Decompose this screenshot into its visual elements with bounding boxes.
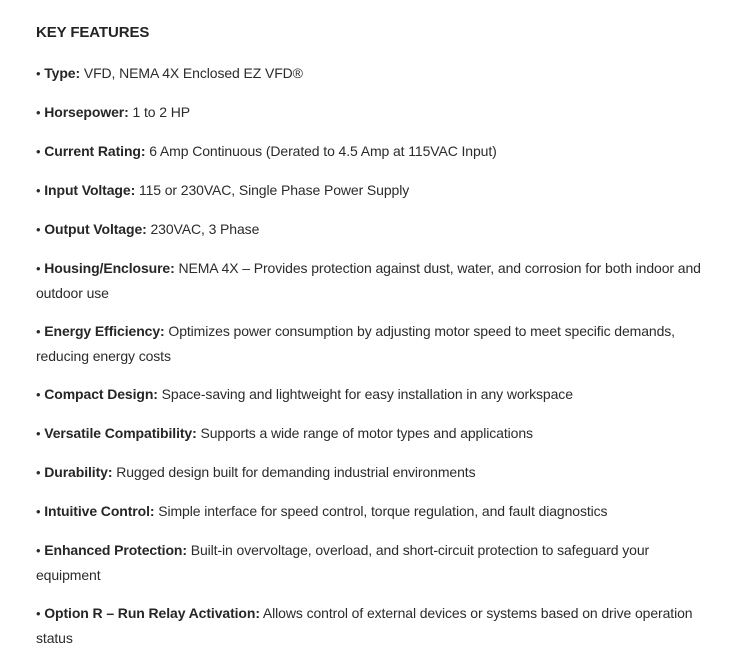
feature-item — [36, 601, 707, 650]
bullet-icon: • — [36, 606, 41, 621]
feature-item — [36, 421, 707, 446]
feature-text: Supports a wide range of motor types and applications — [200, 425, 533, 441]
feature-label: Type: — [44, 65, 81, 81]
bullet-icon: • — [36, 387, 41, 402]
feature-label: Input Voltage: — [44, 182, 136, 198]
feature-text: 115 or 230VAC, Single Phase Power Supply — [138, 182, 410, 198]
feature-text: 1 to 2 HP — [132, 104, 190, 120]
feature-item — [36, 100, 707, 125]
feature-label: Energy Efficiency: — [44, 323, 165, 339]
bullet-icon: • — [36, 144, 41, 159]
feature-item — [36, 217, 707, 242]
bullet-icon: • — [36, 105, 41, 120]
bullet-icon: • — [36, 543, 41, 558]
feature-label: Housing/Enclosure: — [44, 260, 175, 276]
feature-text: Simple interface for speed control, torque regulation, and fault diagnostics — [158, 503, 608, 519]
bullet-icon: • — [36, 183, 41, 198]
feature-item — [36, 382, 707, 407]
feature-label: Output Voltage: — [44, 221, 147, 237]
feature-label: Horsepower: — [44, 104, 129, 120]
feature-label: Compact Design: — [44, 386, 158, 402]
feature-label: Enhanced Protection: — [44, 542, 187, 558]
feature-label: Option R – Run Relay Activation: — [44, 605, 260, 621]
page-title: KEY FEATURES — [36, 24, 150, 41]
feature-label: Versatile Compatibility: — [44, 425, 197, 441]
feature-label: Intuitive Control: — [44, 503, 155, 519]
bullet-icon: • — [36, 66, 41, 81]
bullet-icon: • — [36, 324, 41, 339]
feature-text: Allows control of external devices or systems based on drive operation status — [36, 605, 693, 646]
feature-text: Built-in overvoltage, overload, and short-circuit protection to safeguard your equipment — [36, 542, 650, 583]
feature-item — [36, 499, 707, 524]
bullet-icon: • — [36, 261, 41, 276]
bullet-icon: • — [36, 504, 41, 519]
feature-item — [36, 61, 707, 86]
feature-text: 6 Amp Continuous (Derated to 4.5 Amp at 115VAC Input) — [149, 143, 497, 159]
feature-text: Optimizes power consumption by adjusting motor speed to meet specific demands, reducing energy costs — [36, 323, 675, 364]
feature-list — [36, 61, 707, 650]
feature-item — [36, 139, 707, 164]
feature-text: VFD, NEMA 4X Enclosed EZ VFD® — [83, 65, 303, 81]
feature-label: Current Rating: — [44, 143, 146, 159]
bullet-icon: • — [36, 465, 41, 480]
feature-text: Rugged design built for demanding industrial environments — [116, 464, 476, 480]
feature-text: 230VAC, 3 Phase — [150, 221, 260, 237]
feature-text: Space-saving and lightweight for easy installation in any workspace — [161, 386, 573, 402]
feature-item — [36, 178, 707, 203]
bullet-icon: • — [36, 426, 41, 441]
feature-text: NEMA 4X – Provides protection against dust, water, and corrosion for both indoor and outdoor use — [36, 260, 701, 301]
feature-item — [36, 538, 707, 587]
feature-item — [36, 319, 707, 368]
feature-item — [36, 460, 707, 485]
feature-item — [36, 256, 707, 305]
bullet-icon: • — [36, 222, 41, 237]
feature-label: Durability: — [44, 464, 113, 480]
